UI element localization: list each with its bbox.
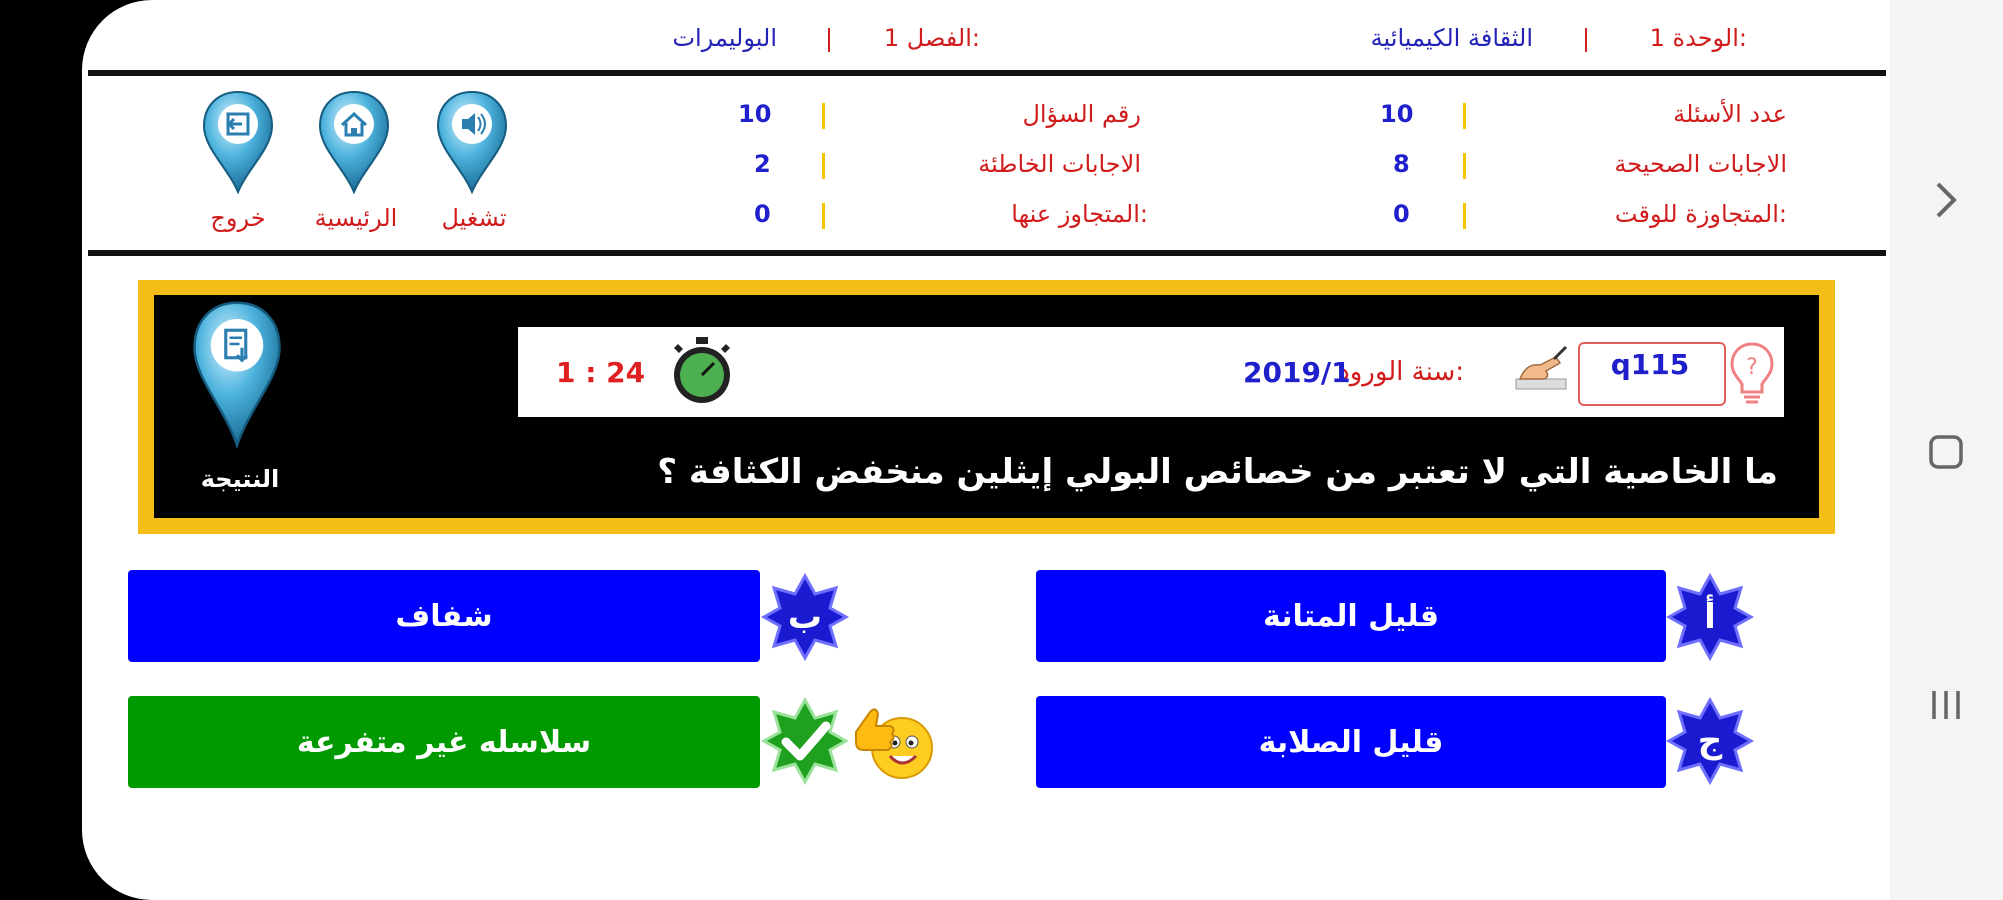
question-text: ما الخاصية التي لا تعتبر من خصائص البولي إيثلين منخفض الكثافة ؟ xyxy=(657,452,1778,492)
timeout-label: المتجاوزة للوقت: xyxy=(1614,200,1787,228)
stat-separator xyxy=(822,203,825,229)
play-button[interactable] xyxy=(436,90,512,200)
writing-hand-icon xyxy=(1510,345,1572,397)
home-square-icon[interactable] xyxy=(1926,432,1966,472)
stat-separator xyxy=(822,153,825,179)
unit-name: الثقافة الكيميائية xyxy=(1370,24,1533,52)
unit-label: الوحدة 1: xyxy=(1649,24,1747,52)
total-questions-label: عدد الأسئلة xyxy=(1673,100,1787,128)
exit-icon xyxy=(202,90,274,194)
stat-separator xyxy=(822,103,825,129)
wrong-label: الاجابات الخاطئة xyxy=(978,150,1141,178)
question-id: q115 xyxy=(1610,348,1690,381)
thumbs-up-smiley-icon xyxy=(848,696,936,786)
lightbulb-icon xyxy=(1728,340,1776,406)
result-icon xyxy=(192,300,282,448)
header-separator xyxy=(828,28,830,52)
answer-letter-a: أ xyxy=(1704,597,1716,637)
svg-text:?: ? xyxy=(1746,355,1758,380)
answer-letter-b: ب xyxy=(787,597,823,637)
chevron-right-icon[interactable] xyxy=(1928,180,1964,220)
home-icon xyxy=(318,90,390,194)
question-number-value: 10 xyxy=(738,100,772,128)
stopwatch-icon xyxy=(670,335,734,407)
timeout-value: 0 xyxy=(1393,200,1410,228)
system-navigation-bar xyxy=(1890,0,2003,900)
skipped-value: 0 xyxy=(754,200,771,228)
countdown-timer: 1 : 24 xyxy=(556,356,646,389)
play-label: تشغيل xyxy=(441,204,507,232)
chapter-label: الفصل 1: xyxy=(883,24,980,52)
correct-value: 8 xyxy=(1393,150,1410,178)
answer-letter-c: ج xyxy=(1697,721,1723,761)
answer-option-c[interactable]: قليل الصلابة xyxy=(1036,696,1666,788)
correct-check-icon xyxy=(760,696,850,786)
correct-label: الاجابات الصحيحة xyxy=(1614,150,1787,178)
header-divider xyxy=(88,70,1886,76)
header-separator xyxy=(1585,28,1587,52)
home-label: الرئيسية xyxy=(314,204,398,232)
answer-option-b[interactable]: شفاف xyxy=(128,570,760,662)
question-number-label: رقم السؤال xyxy=(1022,100,1141,128)
recents-icon[interactable] xyxy=(1926,685,1966,725)
chapter-name: البوليمرات xyxy=(672,24,777,52)
exit-label: خروج xyxy=(210,204,266,232)
result-button[interactable] xyxy=(192,300,282,450)
skipped-label: المتجاوز عنها: xyxy=(1011,200,1148,228)
year-value: 2019/1 xyxy=(1243,356,1351,389)
stat-separator xyxy=(1463,203,1466,229)
speaker-icon xyxy=(436,90,508,194)
answer-option-a[interactable]: قليل المتانة xyxy=(1036,570,1666,662)
result-label: النتيجة xyxy=(200,465,280,493)
answer-option-d-correct[interactable]: سلاسله غير متفرعة xyxy=(128,696,760,788)
wrong-value: 2 xyxy=(754,150,771,178)
exit-button[interactable] xyxy=(202,90,278,200)
stats-divider xyxy=(88,250,1886,256)
stat-separator xyxy=(1463,153,1466,179)
stat-separator xyxy=(1463,103,1466,129)
home-button[interactable] xyxy=(318,90,394,200)
year-label: سنة الورود: xyxy=(1338,357,1464,387)
total-questions-value: 10 xyxy=(1380,100,1414,128)
